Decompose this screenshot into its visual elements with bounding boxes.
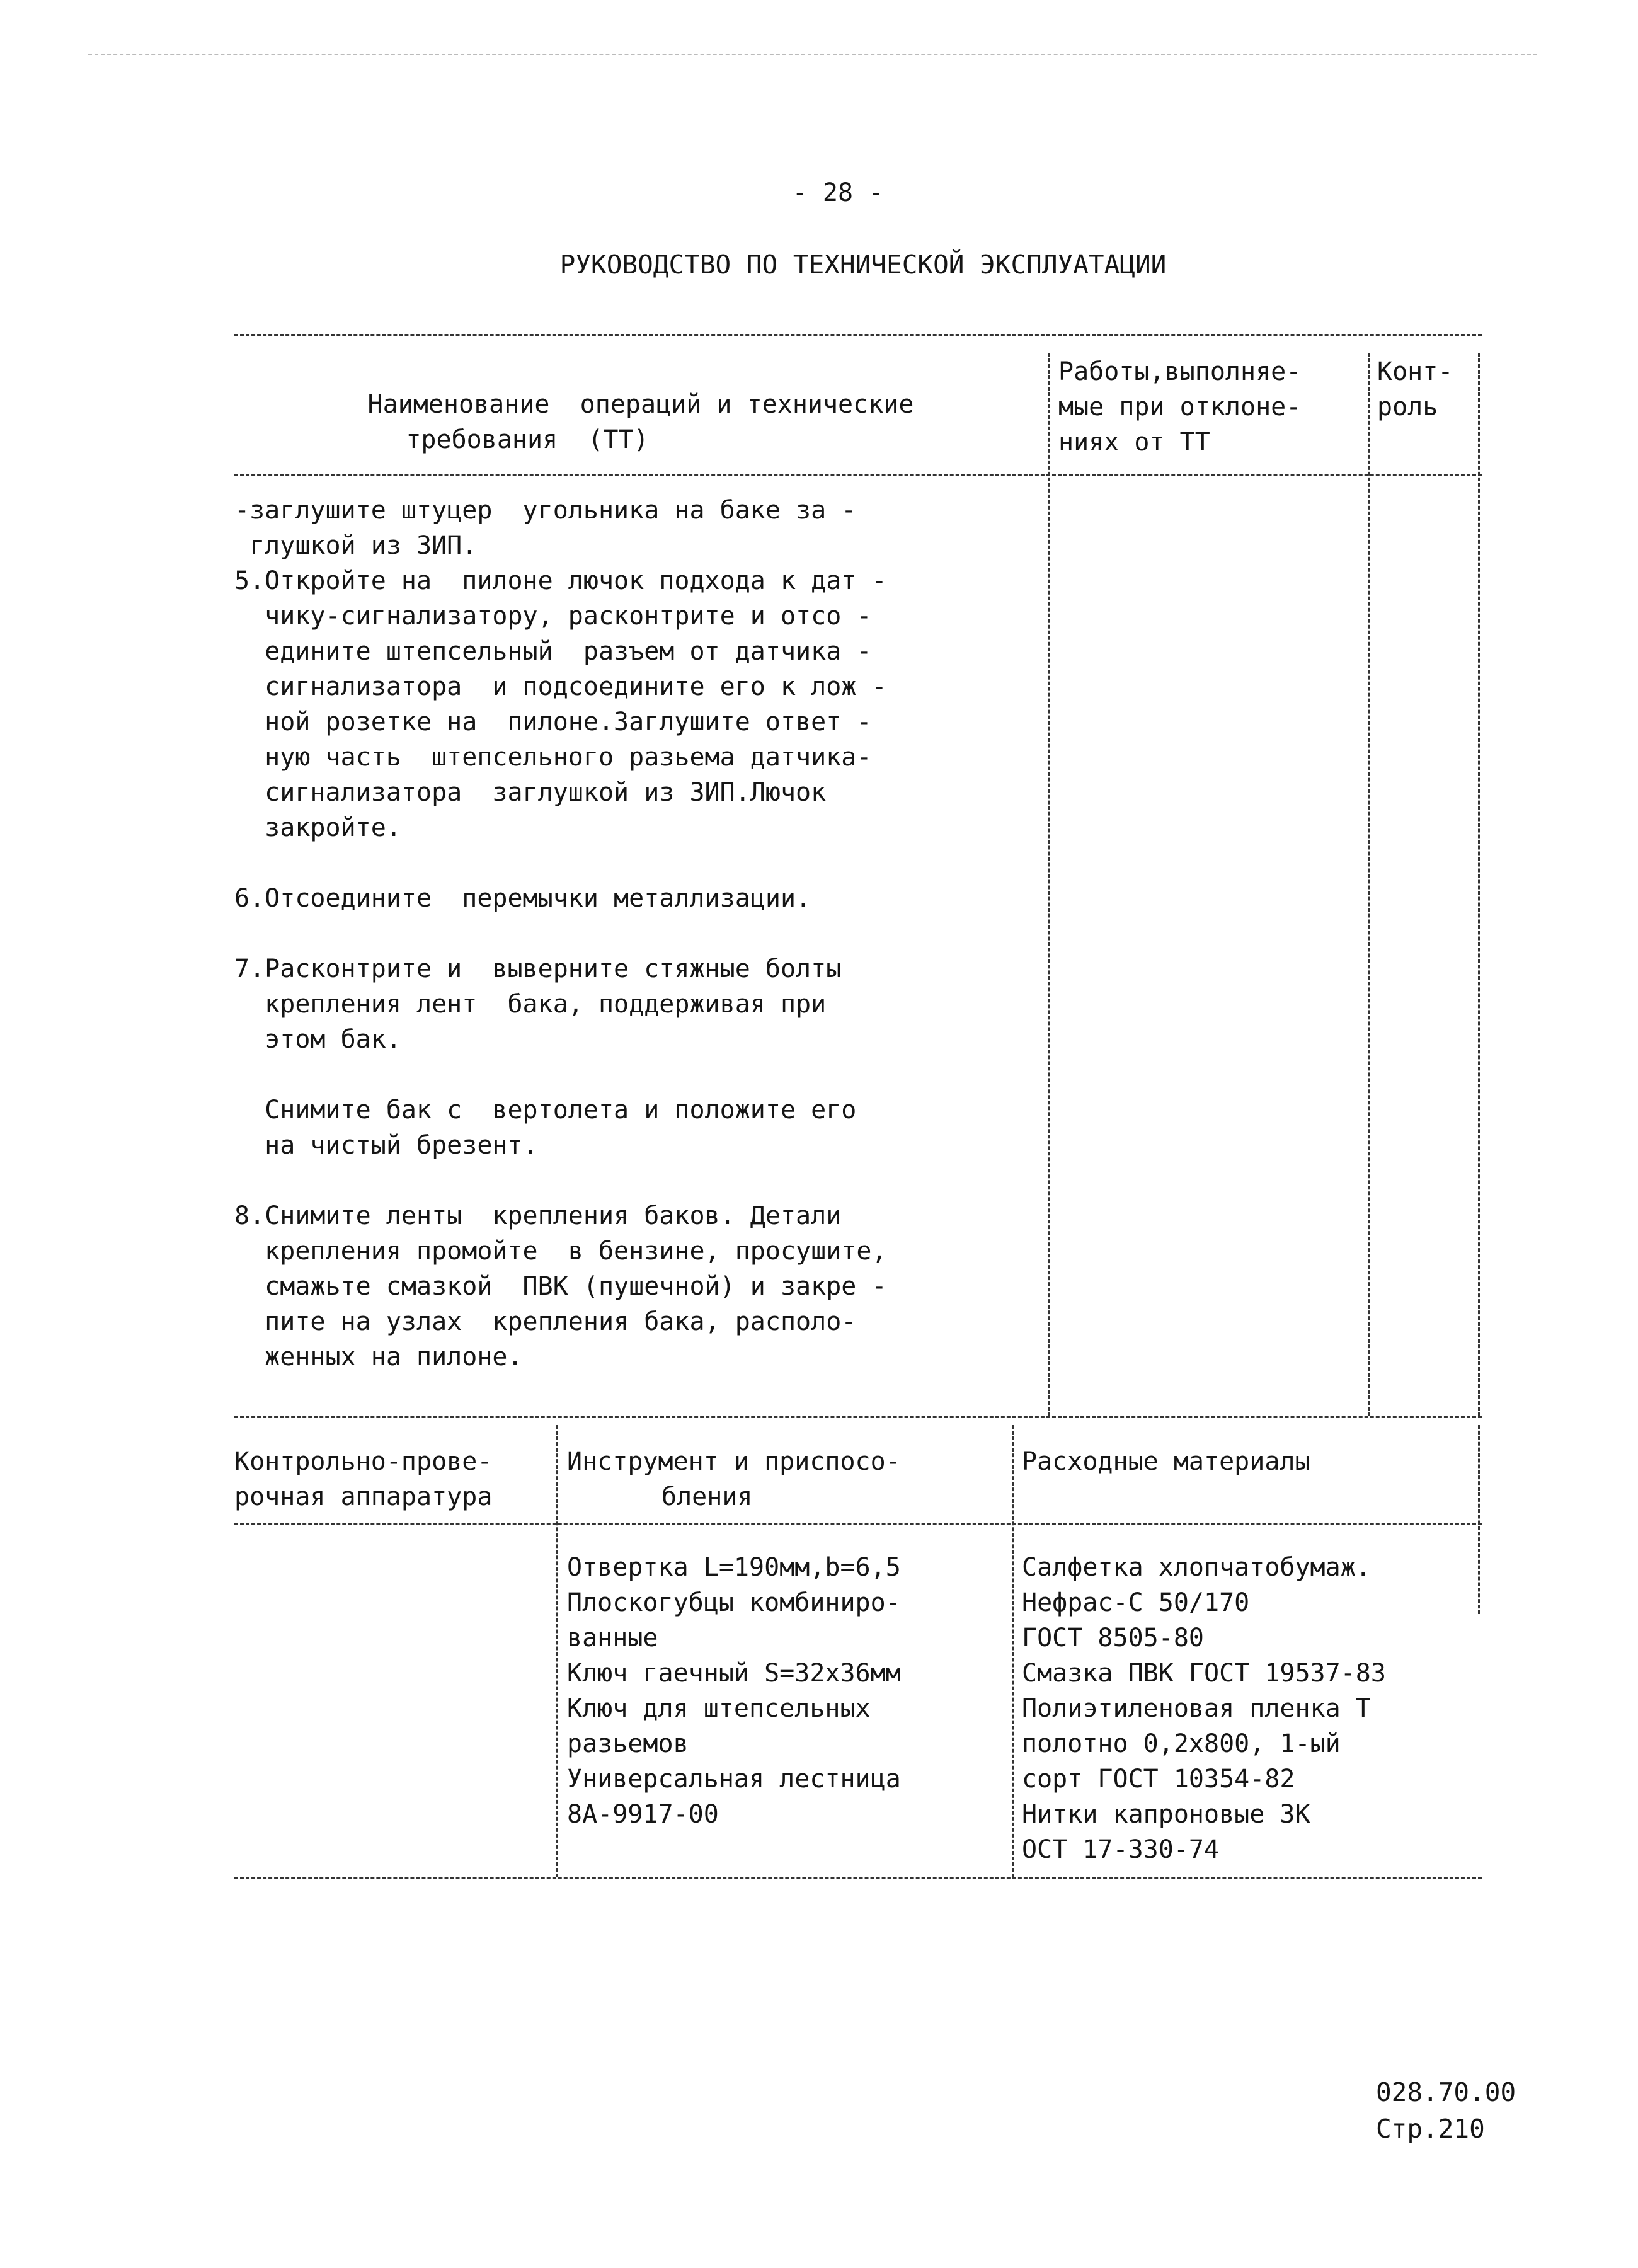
list-item: Универсальная лестница	[567, 1765, 901, 1794]
list-item: пите на узлах крепления бака, располо-	[234, 1307, 857, 1336]
list-item: Салфетка хлопчатобумаж.	[1022, 1553, 1371, 1582]
header-apparatus: Контрольно-прове- рочная аппаратура	[234, 1447, 493, 1511]
list-item: Плоскогубцы комбиниро-	[567, 1588, 901, 1617]
header-operations: Наименование операций и технические требования (ТТ)	[367, 390, 914, 454]
list-item	[234, 845, 1047, 881]
page-number: - 28 -	[792, 178, 884, 207]
col-divider-1	[1048, 353, 1050, 1416]
list-item: 8.Снимите ленты крепления баков. Детали	[234, 1201, 842, 1230]
list-item: 8А-9917-00	[567, 1800, 719, 1829]
list-item	[234, 1057, 1047, 1092]
header-deviation-works: Работы,выполняе- мые при отклоне- ниях от ТТ	[1058, 357, 1302, 457]
table-bottom-rule	[234, 1416, 1482, 1418]
header-materials: Расходные материалы	[1022, 1447, 1310, 1476]
res-col-divider-2	[1012, 1425, 1014, 1877]
list-item: Ключ гаечный S=32x36мм	[567, 1659, 901, 1688]
col-divider-3	[1478, 353, 1480, 1416]
table-top-rule	[234, 334, 1482, 336]
list-item: ОСТ 17-330-74	[1022, 1835, 1220, 1864]
col-divider-2	[1368, 353, 1370, 1416]
list-item	[234, 1163, 1047, 1198]
list-item: Смазка ПВК ГОСТ 19537-83	[1022, 1659, 1386, 1688]
document-title: РУКОВОДСТВО ПО ТЕХНИЧЕСКОЙ ЭКСПЛУАТАЦИИ	[559, 249, 1167, 280]
header-control: Конт- роль	[1377, 357, 1453, 421]
document-code: 028.70.00	[1376, 2077, 1516, 2107]
list-item: 6.Отсоедините перемычки металлизации.	[234, 884, 811, 913]
list-item: сигнализатора и подсоедините его к лож -	[234, 672, 887, 701]
materials-list	[1022, 1550, 1501, 1867]
list-item: смажьте смазкой ПВК (пушечной) и закре -	[234, 1272, 887, 1301]
list-item: Ключ для штепсельных	[567, 1694, 871, 1723]
list-item: женных на пилоне.	[234, 1343, 523, 1372]
list-item: Снимите бак с вертолета и положите его	[234, 1096, 857, 1125]
list-item: Полиэтиленовая пленка Т	[1022, 1694, 1371, 1723]
tools-list	[567, 1550, 1008, 1832]
list-item: этом бак.	[234, 1025, 401, 1054]
list-item: Нефрас-С 50/170	[1022, 1588, 1250, 1617]
list-item	[234, 916, 1047, 951]
header-tools: Инструмент и приспосо- бления	[567, 1447, 901, 1511]
list-item: 7.Расконтрите и выверните стяжные болты	[234, 954, 842, 983]
list-item: Отвертка L=190мм,b=6,5	[567, 1553, 901, 1582]
scan-edge-mark	[88, 54, 1537, 55]
table-header-rule	[234, 474, 1482, 476]
list-item: глушкой из ЗИП.	[234, 531, 478, 560]
list-item: 5.Откройте на пилоне лючок подхода к дат -	[234, 566, 887, 595]
list-item: крепления лент бака, поддерживая при	[234, 990, 827, 1019]
list-item: сорт ГОСТ 10354-82	[1022, 1765, 1295, 1794]
list-item: ную часть штепсельного разьема датчика-	[234, 743, 872, 772]
list-item: едините штепсельный разъем от датчика -	[234, 637, 872, 666]
list-item: закройте.	[234, 813, 401, 842]
list-item: сигнализатора заглушкой из ЗИП.Лючок	[234, 778, 827, 807]
list-item: чику-сигнализатору, расконтрите и отсо -	[234, 602, 872, 631]
list-item: -заглушите штуцер угольника на баке за -	[234, 496, 857, 525]
resources-bottom-rule	[234, 1877, 1482, 1879]
list-item: Нитки капроновые 3К	[1022, 1800, 1310, 1829]
list-item: крепления промойте в бензине, просушите,	[234, 1237, 887, 1266]
resources-header-rule	[234, 1523, 1482, 1525]
list-item: разьемов	[567, 1729, 689, 1758]
list-item: на чистый брезент.	[234, 1131, 538, 1160]
list-item: полотно 0,2x800, 1-ый	[1022, 1729, 1341, 1758]
page-reference: Стр.210	[1376, 2114, 1485, 2144]
operations-body	[234, 493, 1047, 1375]
res-col-divider-1	[556, 1425, 558, 1877]
list-item: ванные	[567, 1624, 658, 1652]
list-item: ной розетке на пилоне.Заглушите ответ -	[234, 707, 872, 736]
list-item: ГОСТ 8505-80	[1022, 1624, 1204, 1652]
